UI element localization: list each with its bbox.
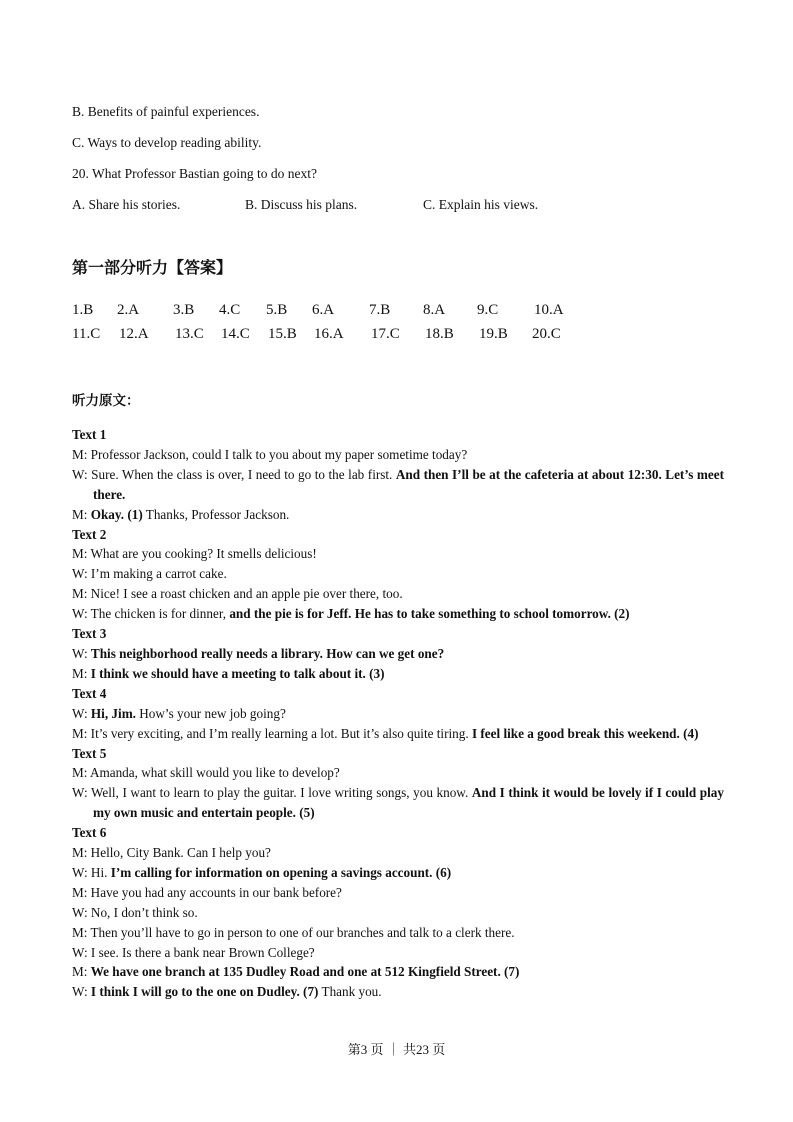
transcript-segment: M: It’s very exciting, and I’m really learning a lot. But it’s also quite tiring. (72, 725, 472, 741)
transcript-segment: M: Have you had any accounts in our bank before? (72, 884, 342, 900)
transcript-line (72, 544, 724, 564)
transcript-line (72, 783, 724, 823)
transcript-line (72, 644, 724, 664)
page-footer: 第3 页 ｜ 共23 页 (347, 1042, 446, 1057)
transcript-segment: I think I will go to the one on Dudley. (7) (90, 984, 319, 1000)
answer-item: 5.B (266, 302, 288, 318)
transcript-line (72, 624, 724, 644)
transcript-segment: I think we should have a meeting to talk about it. (3) (90, 665, 385, 681)
answer-item: 8.A (423, 302, 446, 318)
answer-item: 17.C (371, 326, 400, 342)
transcript-line (72, 744, 724, 764)
transcript-line (72, 525, 724, 545)
transcript-segment: Text 6 (72, 825, 107, 841)
transcript-line (72, 962, 724, 982)
answer-item: 2.A (117, 302, 140, 318)
transcript-segment: I feel like a good break this weekend. (4) (471, 725, 699, 741)
transcript-line (72, 943, 724, 963)
transcript-segment: W: Sure. When the class is over, I need to go to the lab first. (72, 466, 396, 482)
transcript-segment: Text 1 (72, 427, 107, 442)
answer-item: 11.C (72, 326, 101, 342)
answer-item: 7.B (369, 302, 391, 318)
option-b: B. Benefits of painful experiences. (72, 104, 260, 119)
answer-item: 12.A (119, 326, 149, 342)
transcript-line (72, 823, 724, 843)
q20-choice-b: B. Discuss his plans. (245, 197, 358, 212)
transcript-segment: Thank you. (318, 984, 382, 1000)
q20-choice-a: A. Share his stories. (72, 197, 181, 212)
transcript-line (72, 584, 724, 604)
transcript-segment: M: (72, 665, 91, 681)
transcript-segment: Thanks, Professor Jackson. (142, 506, 290, 522)
answer-item: 3.B (173, 302, 195, 318)
transcript-segment: W: Hi. (72, 864, 111, 880)
transcript-segment: W: I’m making a carrot cake. (72, 566, 227, 582)
answer-item: 14.C (221, 326, 250, 342)
transcript-line (72, 903, 724, 923)
transcript-segment: M: Hello, City Bank. Can I help you? (72, 845, 271, 861)
transcript-segment: I’m calling for information on opening a savings account. (6) (110, 864, 452, 880)
answer-item: 15.B (268, 326, 297, 342)
transcript-segment: W: No, I don’t think so. (72, 904, 198, 920)
transcript-line (72, 604, 724, 624)
transcript-segment: and the pie is for Jeff. He has to take something to school tomorrow. (2) (229, 606, 630, 622)
transcript-line (72, 923, 724, 943)
question-20: 20. What Professor Bastian going to do next? (72, 166, 317, 181)
answer-item: 9.C (477, 302, 499, 318)
transcript-segment: M: Then you’ll have to go in person to one of our branches and talk to a clerk there. (72, 924, 515, 940)
transcript-line (72, 724, 724, 744)
transcript-line (72, 664, 724, 684)
transcript-segment: W: (72, 645, 91, 661)
answer-item: 4.C (219, 302, 241, 318)
transcript-segment: W: The chicken is for dinner, (72, 606, 230, 622)
transcript-segment: M: (72, 506, 91, 522)
transcript-segment: Text 2 (72, 526, 107, 542)
transcript-line (72, 843, 724, 863)
transcript-segment: M: (72, 964, 91, 980)
transcript-segment: M: Professor Jackson, could I talk to you about my paper sometime today? (72, 446, 468, 462)
transcript-line (72, 883, 724, 903)
transcript-segment: We have one branch at 135 Dudley Road and one at 512 Kingfield Street. (7) (90, 964, 520, 980)
option-c: C. Ways to develop reading ability. (72, 135, 262, 150)
transcript-segment: M: Amanda, what skill would you like to develop? (72, 765, 340, 781)
transcript-segment: Hi, Jim. (90, 705, 136, 721)
transcript-segment: W: (72, 705, 91, 721)
transcript (72, 425, 724, 1002)
answer-item: 16.A (314, 326, 344, 342)
answer-item: 18.B (425, 326, 454, 342)
transcript-segment: This neighborhood really needs a library. How can we get one? (90, 645, 445, 661)
transcript-segment: Text 4 (72, 685, 107, 701)
transcript-line (72, 465, 724, 505)
transcript-segment: W: Well, I want to learn to play the guitar. I love writing songs, you know. (72, 785, 472, 801)
transcript-line (72, 704, 724, 724)
transcript-line (72, 425, 724, 445)
transcript-line (72, 684, 724, 704)
transcript-segment: W: I see. Is there a bank near Brown College? (72, 944, 315, 960)
transcript-segment: M: Nice! I see a roast chicken and an apple pie over there, too. (72, 586, 403, 602)
transcript-segment: Text 3 (72, 626, 107, 642)
answer-item: 19.B (479, 326, 508, 342)
answer-item: 10.A (534, 302, 564, 318)
transcript-heading: 听力原文： (72, 393, 140, 409)
transcript-segment: M: What are you cooking? It smells delicious! (72, 546, 317, 562)
transcript-line (72, 763, 724, 783)
transcript-line (72, 505, 724, 525)
transcript-segment: Okay. (1) (90, 506, 143, 522)
answer-item: 1.B (72, 302, 94, 318)
transcript-line (72, 982, 724, 1002)
answer-item: 6.A (312, 302, 335, 318)
answer-item: 13.C (175, 326, 204, 342)
transcript-segment: W: (72, 984, 91, 1000)
q20-choice-c: C. Explain his views. (423, 197, 539, 212)
transcript-line (72, 445, 724, 465)
transcript-line (72, 564, 724, 584)
transcript-segment: And I think it would be lovely if I could play my own music and entertain people. (5) (93, 785, 724, 821)
transcript-segment: Text 5 (72, 745, 107, 761)
answer-item: 20.C (532, 326, 561, 342)
transcript-segment: And then I’ll be at the cafeteria at about 12:30. Let’s meet there. (93, 466, 724, 502)
transcript-line (72, 863, 724, 883)
answers-heading: 第一部分听力【答案】 (72, 258, 233, 277)
transcript-segment: How’s your new job going? (135, 705, 286, 721)
